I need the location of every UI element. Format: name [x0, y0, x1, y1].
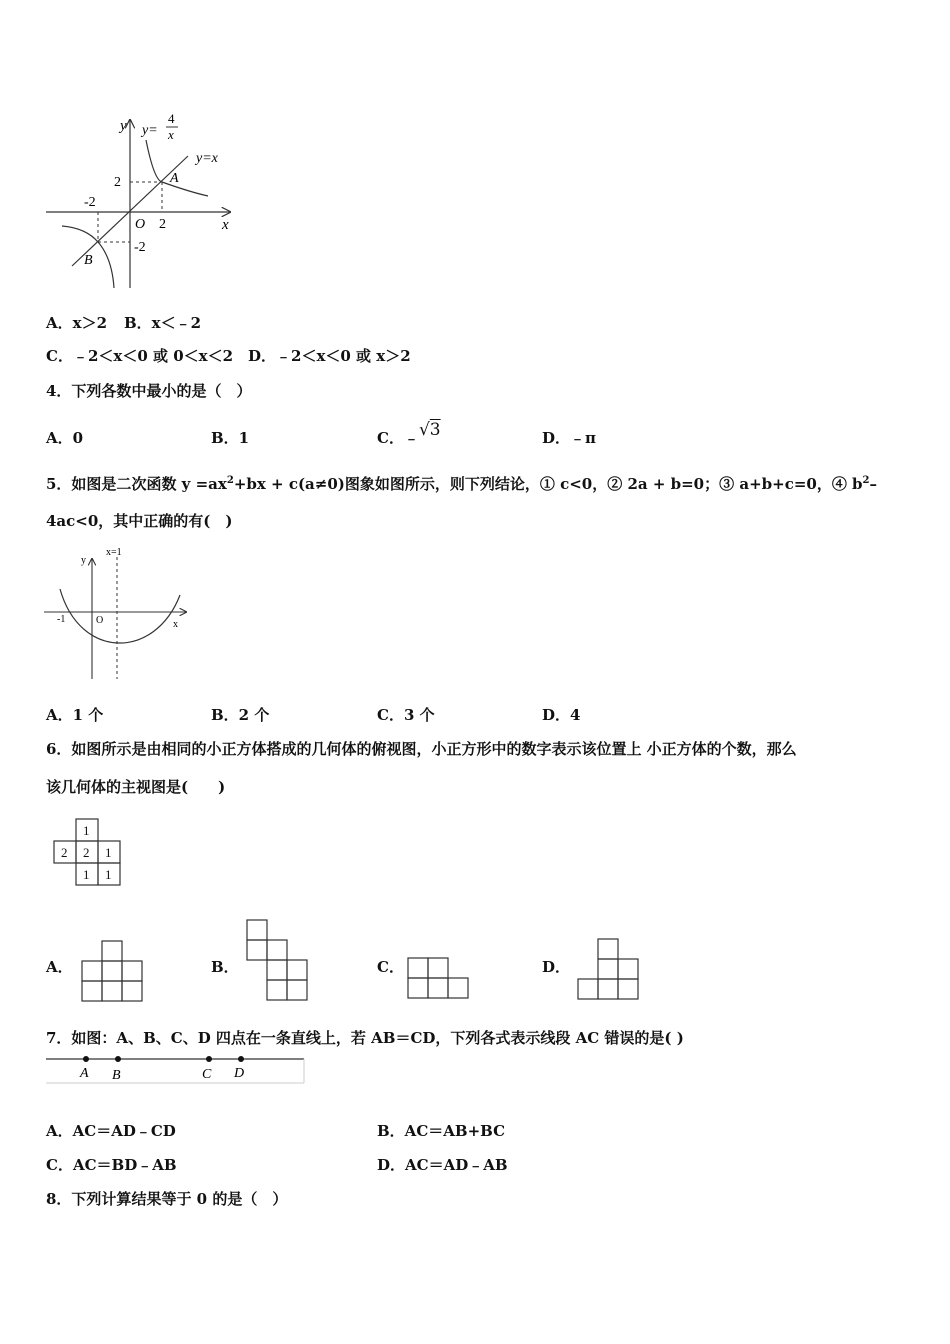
point-dot-b — [115, 1056, 121, 1062]
q4-option-b[interactable]: B．1 — [211, 429, 250, 447]
tick-label-neg2-y: -2 — [134, 240, 146, 255]
q4-option-d[interactable]: D．﹣π — [542, 429, 596, 447]
fraction-denominator: x — [168, 127, 174, 142]
q5-stem-line2: 4ac<0，其中正确的有( ) — [46, 512, 233, 530]
tick-label-2-y: 2 — [114, 175, 121, 190]
q4-option-a[interactable]: A．0 — [46, 429, 84, 447]
sqrt-sign: √ — [418, 420, 430, 440]
tick-label-neg2-x: -2 — [84, 195, 96, 210]
sqrt-radicand: 3 — [429, 420, 441, 440]
axis-label-x: x — [222, 217, 229, 233]
top-view-cell-bottom-mid: 1 — [83, 867, 90, 882]
q5-option-c[interactable]: C．3 个 — [377, 706, 435, 724]
q6-option-c-figure[interactable] — [406, 956, 474, 1002]
q7-option-a[interactable]: A．AC＝AD﹣CD — [46, 1122, 176, 1140]
function-label: y= — [142, 123, 158, 138]
point-dot-a — [83, 1056, 89, 1062]
sqrt-symbol — [419, 420, 441, 440]
point-label-seg-d: D — [234, 1066, 245, 1081]
q5-stem-line1 — [46, 473, 877, 494]
q5-stem-part2: +bx + c(a≠0)图象如图所示，则下列结论，① c<0，② 2a + b=0；③ a+b+c=0，④ b — [233, 475, 863, 493]
point-label-b: B — [84, 253, 93, 268]
q6-option-a-figure[interactable] — [80, 940, 146, 1004]
parabola-graph — [40, 545, 200, 685]
inverse-function-graph — [40, 108, 240, 293]
axis-label-y: y — [120, 118, 127, 134]
q7-option-c[interactable]: C．AC＝BD﹣AB — [46, 1156, 177, 1174]
top-view-cell-bottom-right: 1 — [105, 867, 112, 882]
q4-option-c[interactable] — [377, 420, 441, 448]
q4-stem: 4．下列各数中最小的是（ ） — [46, 382, 252, 400]
q5-stem-part3: – — [869, 475, 878, 493]
point-dot-d — [238, 1056, 244, 1062]
q3-option-d[interactable]: D．﹣2＜x＜0 或 x＞2 — [248, 347, 411, 365]
q6-option-d-label[interactable]: D． — [542, 958, 571, 976]
q4-option-c-prefix: C．﹣ — [377, 429, 419, 447]
q5-superscript-2: 2 — [862, 475, 870, 486]
q3-option-b[interactable]: B．x＜﹣2 — [124, 314, 202, 332]
point-label-seg-a: A — [80, 1066, 89, 1081]
q6-stem-line2: 该几何体的主视图是( ) — [46, 778, 226, 796]
q3-option-a[interactable]: A．x＞2 — [46, 314, 108, 332]
q6-option-b-label[interactable]: B． — [211, 958, 239, 976]
q5-option-d[interactable]: D．4 — [542, 706, 581, 724]
fraction-numerator: 4 — [168, 111, 175, 126]
top-view-cell-left: 2 — [61, 845, 68, 860]
q6-option-c-label[interactable]: C． — [377, 958, 404, 976]
origin-label: O — [135, 217, 146, 232]
line-label: y=x — [196, 151, 218, 166]
point-label-seg-c: C — [202, 1067, 212, 1082]
q5-stem-part1: 5．如图是二次函数 y =ax — [46, 475, 227, 493]
point-dot-c — [206, 1056, 212, 1062]
parabola-x-label: x — [173, 619, 178, 630]
q3-option-c[interactable]: C．﹣2＜x＜0 或 0＜x＜2 — [46, 347, 234, 365]
q5-option-a[interactable]: A．1 个 — [46, 706, 104, 724]
line-segment-figure — [44, 1050, 308, 1086]
symmetry-axis-label: x=1 — [106, 547, 122, 558]
tick-label-2-x: 2 — [159, 217, 166, 232]
q5-option-b[interactable]: B．2 个 — [211, 706, 270, 724]
top-view-grid — [52, 818, 126, 888]
q6-option-a-label[interactable]: A． — [46, 958, 73, 976]
point-label-seg-b: B — [112, 1068, 121, 1083]
q7-option-b[interactable]: B．AC＝AB+BC — [377, 1122, 506, 1140]
q6-stem-line1: 6．如图所示是由相同的小正方体搭成的几何体的俯视图，小正方形中的数字表示该位置上 小正方体的个数，那么 — [46, 740, 797, 758]
top-view-cell-center: 2 — [83, 845, 90, 860]
parabola-y-label: y — [81, 555, 86, 566]
q8-stem: 8．下列计算结果等于 0 的是（ ） — [46, 1190, 288, 1208]
top-view-cell-right: 1 — [105, 845, 112, 860]
point-label-a: A — [170, 171, 179, 186]
parabola-origin-label: O — [96, 615, 104, 626]
q6-option-d-figure[interactable] — [576, 937, 644, 1003]
q6-option-b-figure[interactable] — [245, 918, 311, 1004]
top-view-cell-top: 1 — [83, 823, 90, 838]
q7-option-d[interactable]: D．AC＝AD﹣AB — [377, 1156, 508, 1174]
parabola-curve — [60, 589, 180, 643]
q5-superscript-1: 2 — [226, 475, 234, 486]
parabola-neg-one-label: -1 — [57, 614, 66, 625]
q7-stem: 7．如图：A、B、C、D 四点在一条直线上，若 AB＝CD，下列各式表示线段 AC 错误的是( ) — [46, 1029, 684, 1047]
